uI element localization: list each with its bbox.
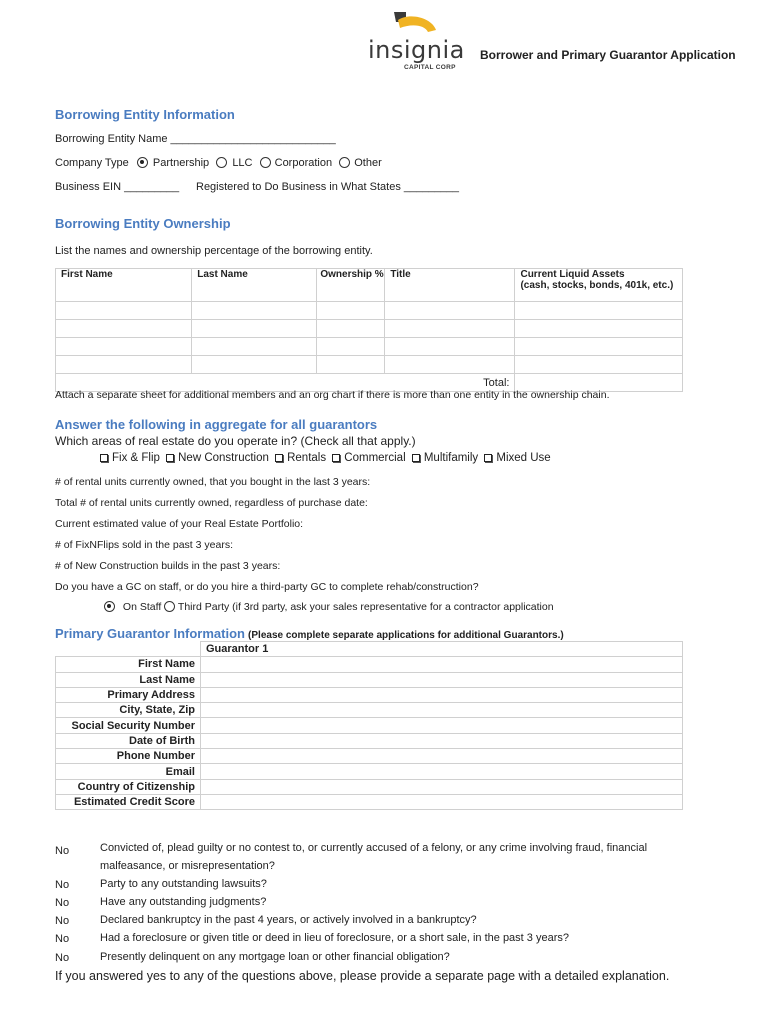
page-title: Borrower and Primary Guarantor Application	[480, 48, 736, 62]
option-rentals: Rentals	[287, 452, 327, 464]
section-heading-aggregate: Answer the following in aggregate for all guarantors	[55, 417, 378, 432]
col-liquid-assets-line2: (cash, stocks, bonds, 401k, etc.)	[520, 280, 674, 291]
business-ein-field[interactable]: Business EIN _________	[55, 181, 180, 193]
registered-states-field[interactable]: Registered to Do Business in What States _________	[196, 181, 459, 193]
declaration-answer[interactable]: No	[55, 915, 70, 927]
guarantor-heading-note: (Please complete separate applications for additional Guarantors.)	[248, 630, 564, 641]
field-label-dob: Date of Birth	[56, 733, 201, 748]
table-row[interactable]	[56, 338, 683, 356]
question-rental-units-total[interactable]: Total # of rental units currently owned, regardless of purchase date:	[55, 497, 368, 509]
declaration-answer[interactable]: No	[55, 845, 70, 857]
question-fixnflips[interactable]: # of FixNFlips sold in the past 3 years:	[55, 539, 233, 551]
field-label-phone: Phone Number	[56, 749, 201, 764]
guarantor-table	[55, 641, 683, 810]
checkbox-commercial[interactable]	[332, 454, 340, 462]
col-ownership: Ownership %	[317, 269, 385, 302]
table-row	[56, 703, 683, 718]
table-row	[56, 657, 683, 672]
section-heading-ownership: Borrowing Entity Ownership	[55, 216, 231, 231]
option-mixed-use: Mixed Use	[496, 452, 551, 464]
checkbox-rentals[interactable]	[275, 454, 283, 462]
radio-partnership[interactable]	[137, 157, 148, 168]
field-label-credit-score: Estimated Credit Score	[56, 794, 201, 809]
real-estate-options	[100, 452, 551, 464]
field-label-first-name: First Name	[56, 657, 201, 672]
declaration-text: Have any outstanding judgments?	[100, 896, 267, 908]
radio-label-third-party: Third Party (if 3rd party, ask your sales representative for a contractor application	[177, 601, 554, 613]
question-new-construction[interactable]: # of New Construction builds in the past 3 years:	[55, 560, 281, 572]
option-fix-flip: Fix & Flip	[112, 452, 160, 464]
radio-label-on-staff: On Staff	[122, 601, 162, 613]
guarantor-heading: Primary Guarantor Information	[55, 626, 245, 641]
real-estate-question: Which areas of real estate do you operate in? (Check all that apply.)	[55, 434, 416, 448]
gc-radio-row	[104, 601, 554, 613]
section-heading-guarantor	[55, 626, 564, 641]
declaration-answer[interactable]: No	[55, 952, 70, 964]
declaration-text: Presently delinquent on any mortgage loan or other financial obligation?	[100, 951, 450, 963]
table-row	[56, 733, 683, 748]
col-first-name: First Name	[56, 269, 192, 302]
declarations-footer: If you answered yes to any of the questions above, please provide a separate page with a detailed explanation.	[55, 969, 670, 983]
question-rental-units-3yr[interactable]: # of rental units currently owned, that you bought in the last 3 years:	[55, 476, 371, 488]
total-label: Total:	[56, 374, 515, 392]
guarantor-phone-input[interactable]	[201, 749, 683, 764]
col-guarantor-1: Guarantor 1	[201, 642, 683, 657]
declaration-answer[interactable]: No	[55, 933, 70, 945]
table-row	[56, 794, 683, 809]
field-label-email: Email	[56, 764, 201, 779]
table-row[interactable]	[56, 320, 683, 338]
company-type-label: Company Type	[55, 157, 129, 169]
col-liquid-assets	[515, 269, 683, 302]
field-label-city-state-zip: City, State, Zip	[56, 703, 201, 718]
declaration-answer[interactable]: No	[55, 879, 70, 891]
radio-corporation[interactable]	[260, 157, 271, 168]
company-logo	[366, 8, 465, 72]
ownership-header-row	[56, 269, 683, 302]
radio-label-other: Other	[354, 157, 382, 169]
field-label-ssn: Social Security Number	[56, 718, 201, 733]
guarantor-ssn-input[interactable]	[201, 718, 683, 733]
declaration-answer[interactable]: No	[55, 897, 70, 909]
radio-third-party[interactable]	[164, 601, 175, 612]
guarantor-dob-input[interactable]	[201, 733, 683, 748]
declaration-text: Party to any outstanding lawsuits?	[100, 878, 267, 890]
ownership-table	[55, 268, 683, 392]
radio-label-llc: LLC	[232, 157, 253, 169]
entity-name-field[interactable]: Borrowing Entity Name ___________________________	[55, 133, 336, 145]
table-row[interactable]	[56, 356, 683, 374]
declaration-text-cont: malfeasance, or misrepresentation?	[100, 860, 275, 872]
guarantor-first-name-input[interactable]	[201, 657, 683, 672]
guarantor-address-input[interactable]	[201, 687, 683, 702]
option-new-construction: New Construction	[178, 452, 269, 464]
logo-subtitle: CAPITAL CORP	[404, 64, 456, 71]
field-label-last-name: Last Name	[56, 672, 201, 687]
col-title: Title	[385, 269, 515, 302]
checkbox-multifamily[interactable]	[412, 454, 420, 462]
table-row[interactable]	[56, 302, 683, 320]
guarantor-credit-input[interactable]	[201, 794, 683, 809]
guarantor-last-name-input[interactable]	[201, 672, 683, 687]
option-commercial: Commercial	[344, 452, 406, 464]
guarantor-email-input[interactable]	[201, 764, 683, 779]
radio-llc[interactable]	[216, 157, 227, 168]
ownership-note: Attach a separate sheet for additional members and an org chart if there is more than one entity in the ownership chain.	[55, 389, 610, 401]
radio-on-staff[interactable]	[104, 601, 115, 612]
table-row	[56, 687, 683, 702]
company-type-row	[55, 157, 382, 169]
checkbox-mixed-use[interactable]	[484, 454, 492, 462]
radio-label-partnership: Partnership	[152, 157, 210, 169]
guarantor-corner	[56, 642, 201, 657]
ownership-intro: List the names and ownership percentage of the borrowing entity.	[55, 245, 373, 257]
question-portfolio-value[interactable]: Current estimated value of your Real Estate Portfolio:	[55, 518, 304, 530]
guarantor-header-row	[56, 642, 683, 657]
option-multifamily: Multifamily	[423, 452, 479, 464]
table-row	[56, 718, 683, 733]
radio-label-corporation: Corporation	[274, 157, 333, 169]
guarantor-city-input[interactable]	[201, 703, 683, 718]
field-label-address: Primary Address	[56, 687, 201, 702]
guarantor-citizenship-input[interactable]	[201, 779, 683, 794]
checkbox-new-construction[interactable]	[166, 454, 174, 462]
declaration-text: Had a foreclosure or given title or deed in lieu of foreclosure, or a short sale, in the past 3 years?	[100, 932, 569, 944]
declaration-text: Convicted of, plead guilty or no contest to, or currently accused of a felony, or any crime involving fraud, financial	[100, 842, 648, 854]
radio-other[interactable]	[339, 157, 350, 168]
col-liquid-assets-line1: Current Liquid Assets	[520, 269, 625, 280]
declaration-text: Declared bankruptcy in the past 4 years, or actively involved in a bankruptcy?	[100, 914, 477, 926]
table-row	[56, 672, 683, 687]
checkbox-fix-flip[interactable]	[100, 454, 108, 462]
col-last-name: Last Name	[192, 269, 317, 302]
section-heading-entity: Borrowing Entity Information	[55, 107, 235, 122]
table-row	[56, 764, 683, 779]
logo-wordmark: insignia	[368, 36, 465, 64]
table-row	[56, 779, 683, 794]
question-gc: Do you have a GC on staff, or do you hire a third-party GC to complete rehab/construction?	[55, 581, 479, 593]
table-row	[56, 749, 683, 764]
field-label-citizenship: Country of Citizenship	[56, 779, 201, 794]
